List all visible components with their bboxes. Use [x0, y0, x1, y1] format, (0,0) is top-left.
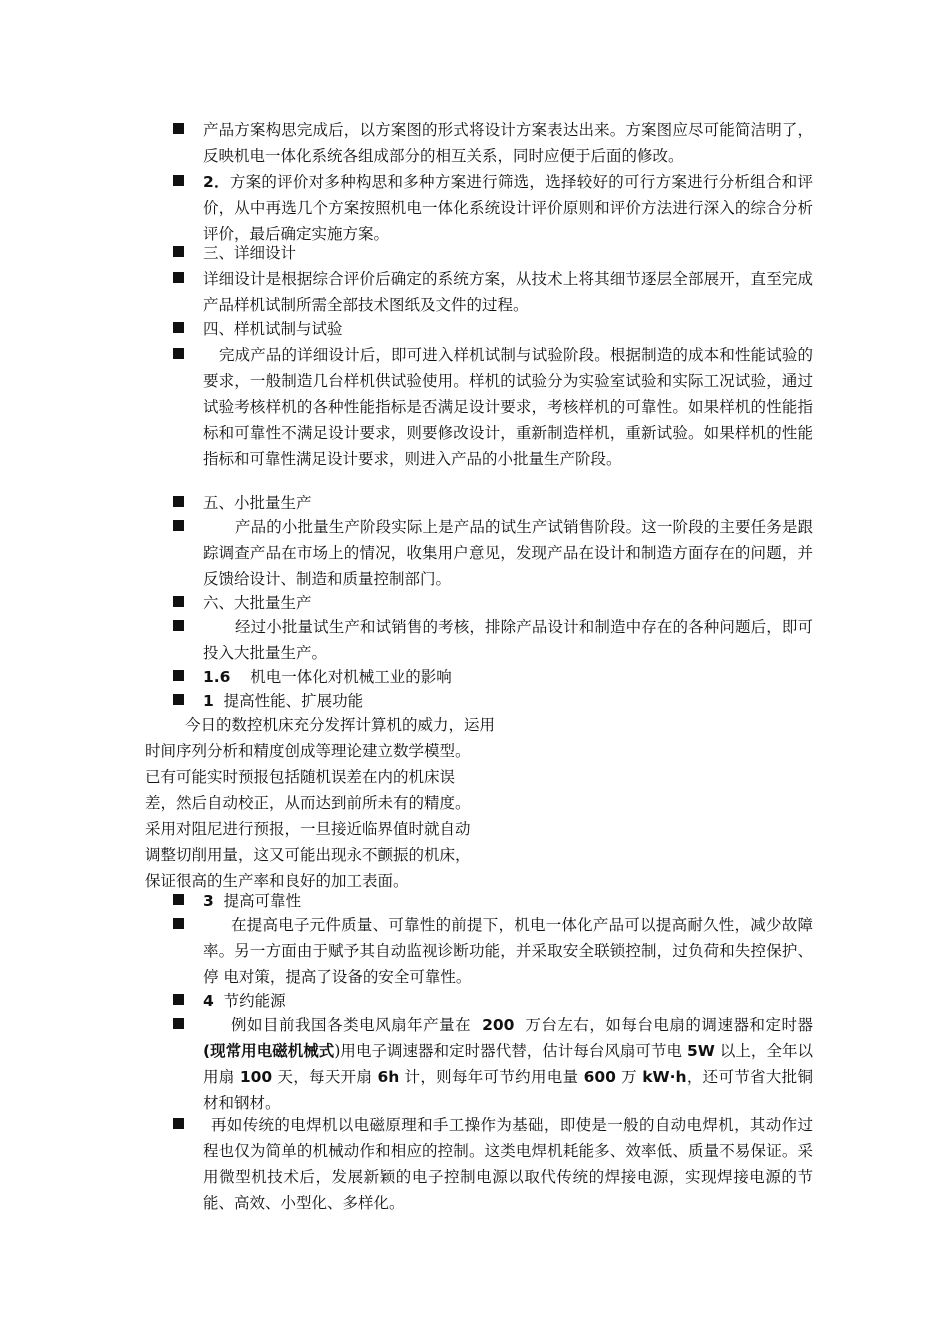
- list-item: [173, 614, 813, 666]
- list-item: [173, 888, 813, 914]
- list-item: [173, 342, 813, 472]
- bullet-square-icon: [173, 322, 184, 333]
- bullet-square-icon: [173, 348, 184, 359]
- item-body: 方案的评价对多种构思和多种方案进行筛选，选择较好的可行方案进行分析组合和评价，从中再选几个方案按照机电一体化系统设计评价原则和评价方法进行深入的综合分析评价，最后确定实施方案。: [203, 173, 813, 243]
- section-title: 节约能源: [223, 992, 286, 1010]
- bullet-square-icon: [173, 994, 184, 1005]
- bullet-square-icon: [173, 694, 184, 705]
- section-heading: [203, 888, 813, 914]
- section-title: 机电一体化对机械工业的影响: [250, 668, 452, 686]
- list-item: [173, 688, 813, 714]
- list-item: [173, 117, 813, 169]
- list-item-text: 完成产品的详细设计后，即可进入样机试制与试验阶段。根据制造的成本和性能试验的要求，一般制造几台样机供试验使用。样机的试验分为实验室试验和实际工况试验，通过试验考核样机的各种性能指标是否满足设计要求，考核样机的可靠性。如果样机的性能指标和可靠性不满足设计要求，则要修改设计，重新制造样机，重新试验。如果样机的性能指标和可靠性满足设计要求，则进入产品的小批量生产阶段。: [203, 346, 813, 468]
- paragraph-line: 采用对阻尼进行预报，一旦接近临界值时就自动: [145, 820, 471, 838]
- bullet-square-icon: [173, 596, 184, 607]
- section-number: 1: [203, 692, 214, 710]
- list-item-text: 产品方案构思完成后，以方案图的形式将设计方案表达出来。方案图应尽可能简洁明了，反映机电一体化系统各组成部分的相互关系，同时应便于后面的修改。: [203, 121, 813, 165]
- paragraph-line: 保证很高的生产率和良好的加工表面。: [145, 872, 409, 890]
- bullet-square-icon: [173, 918, 184, 929]
- list-item: [173, 316, 813, 342]
- figure-value: 100: [239, 1068, 273, 1086]
- list-item: [173, 490, 813, 516]
- figure-value: 600: [583, 1068, 616, 1086]
- section-heading: 四、样机试制与试验: [203, 320, 343, 338]
- figure-value: 5W: [687, 1042, 715, 1060]
- section-number: 4: [203, 992, 214, 1010]
- list-item: [173, 240, 813, 266]
- paragraph-line: 差，然后自动校正，从而达到前所未有的精度。: [145, 794, 471, 812]
- section-heading: [203, 664, 813, 690]
- bullet-square-icon: [173, 175, 184, 186]
- section-number: 1.6: [203, 668, 231, 686]
- list-item-text: 详细设计是根据综合评价后确定的系统方案，从技术上将其细节逐层全部展开，直至完成产品样机试制所需全部技术图纸及文件的过程。: [203, 270, 813, 314]
- section-title: 提高性能、扩展功能: [223, 692, 364, 710]
- list-item: [173, 912, 813, 990]
- section-heading: 五、小批量生产: [203, 494, 312, 512]
- section-heading: [203, 688, 813, 714]
- bullet-square-icon: [173, 670, 184, 681]
- list-item: [173, 514, 813, 592]
- plain-paragraph: [145, 712, 535, 894]
- item-number: 2．: [203, 173, 230, 191]
- bullet-square-icon: [173, 123, 184, 134]
- section-number: 3: [203, 892, 214, 910]
- bullet-square-icon: [173, 1018, 184, 1029]
- list-item-text: 例如目前我国各类电风扇年产量在 200 万台左右，如每台电扇的调速器和定时器(现常用电磁机械式)用电子调速器和定时器代替，估计每台风扇可节电 5W 以上，全年以用扇 100 天，每天开扇 6h 计，则每年可节约用电量 600 万 kW·h，还可节省大批铜材和钢材。: [203, 1016, 813, 1112]
- bullet-square-icon: [173, 1118, 184, 1129]
- paragraph-line: 今日的数控机床充分发挥计算机的威力，运用: [185, 716, 496, 734]
- paragraph-line: 已有可能实时预报包括随机误差在内的机床误: [145, 768, 456, 786]
- list-item: [173, 266, 813, 318]
- list-item-text: 再如传统的电焊机以电磁原理和手工操作为基础，即使是一般的自动电焊机，其动作过程也仅为简单的机械动作和相应的控制。这类电焊机耗能多、效率低、质量不易保证。采用微型机技术后，发展新颖的电子控制电源以取代传统的焊接电源，实现焊接电源的节能、高效、小型化、多样化。: [203, 1116, 813, 1212]
- list-item: [173, 1112, 813, 1216]
- bullet-square-icon: [173, 520, 184, 531]
- bullet-square-icon: [173, 272, 184, 283]
- figure-value: kW·h: [642, 1068, 687, 1086]
- paragraph-line: 时间序列分析和精度创成等理论建立数学模型。: [145, 742, 471, 760]
- section-heading: 三、详细设计: [203, 244, 297, 262]
- list-item: [173, 988, 813, 1014]
- bullet-square-icon: [173, 246, 184, 257]
- list-item-text: 产品的小批量生产阶段实际上是产品的试生产试销售阶段。这一阶段的主要任务是跟踪调查产品在市场上的情况，收集用户意见，发现产品在设计和制造方面存在的问题，并反馈给设计、制造和质量控制部门。: [203, 518, 813, 588]
- list-item: [173, 169, 813, 247]
- list-item-text: 在提高电子元件质量、可靠性的前提下，机电一体化产品可以提高耐久性，减少故障率。另一方面由于赋予其自动监视诊断功能，并采取安全联锁控制，过负荷和失控保护、停 电对策，提高了设备的安全可靠性。: [203, 916, 813, 986]
- list-item-text: 经过小批量试生产和试销售的考核，排除产品设计和制造中存在的各种问题后，即可投入大批量生产。: [203, 618, 813, 662]
- list-item: [173, 590, 813, 616]
- paragraph-line: 调整切削用量，这又可能出现永不颤振的机床，: [145, 846, 471, 864]
- figure-value: 6h: [377, 1068, 400, 1086]
- list-item: [173, 1012, 813, 1116]
- bullet-square-icon: [173, 496, 184, 507]
- section-heading: [203, 988, 813, 1014]
- bullet-square-icon: [173, 894, 184, 905]
- section-heading: 六、大批量生产: [203, 594, 312, 612]
- section-title: 提高可靠性: [223, 892, 302, 910]
- list-item: [173, 664, 813, 690]
- list-item-text: [203, 169, 813, 247]
- bullet-square-icon: [173, 620, 184, 631]
- figure-value: 200: [482, 1016, 515, 1034]
